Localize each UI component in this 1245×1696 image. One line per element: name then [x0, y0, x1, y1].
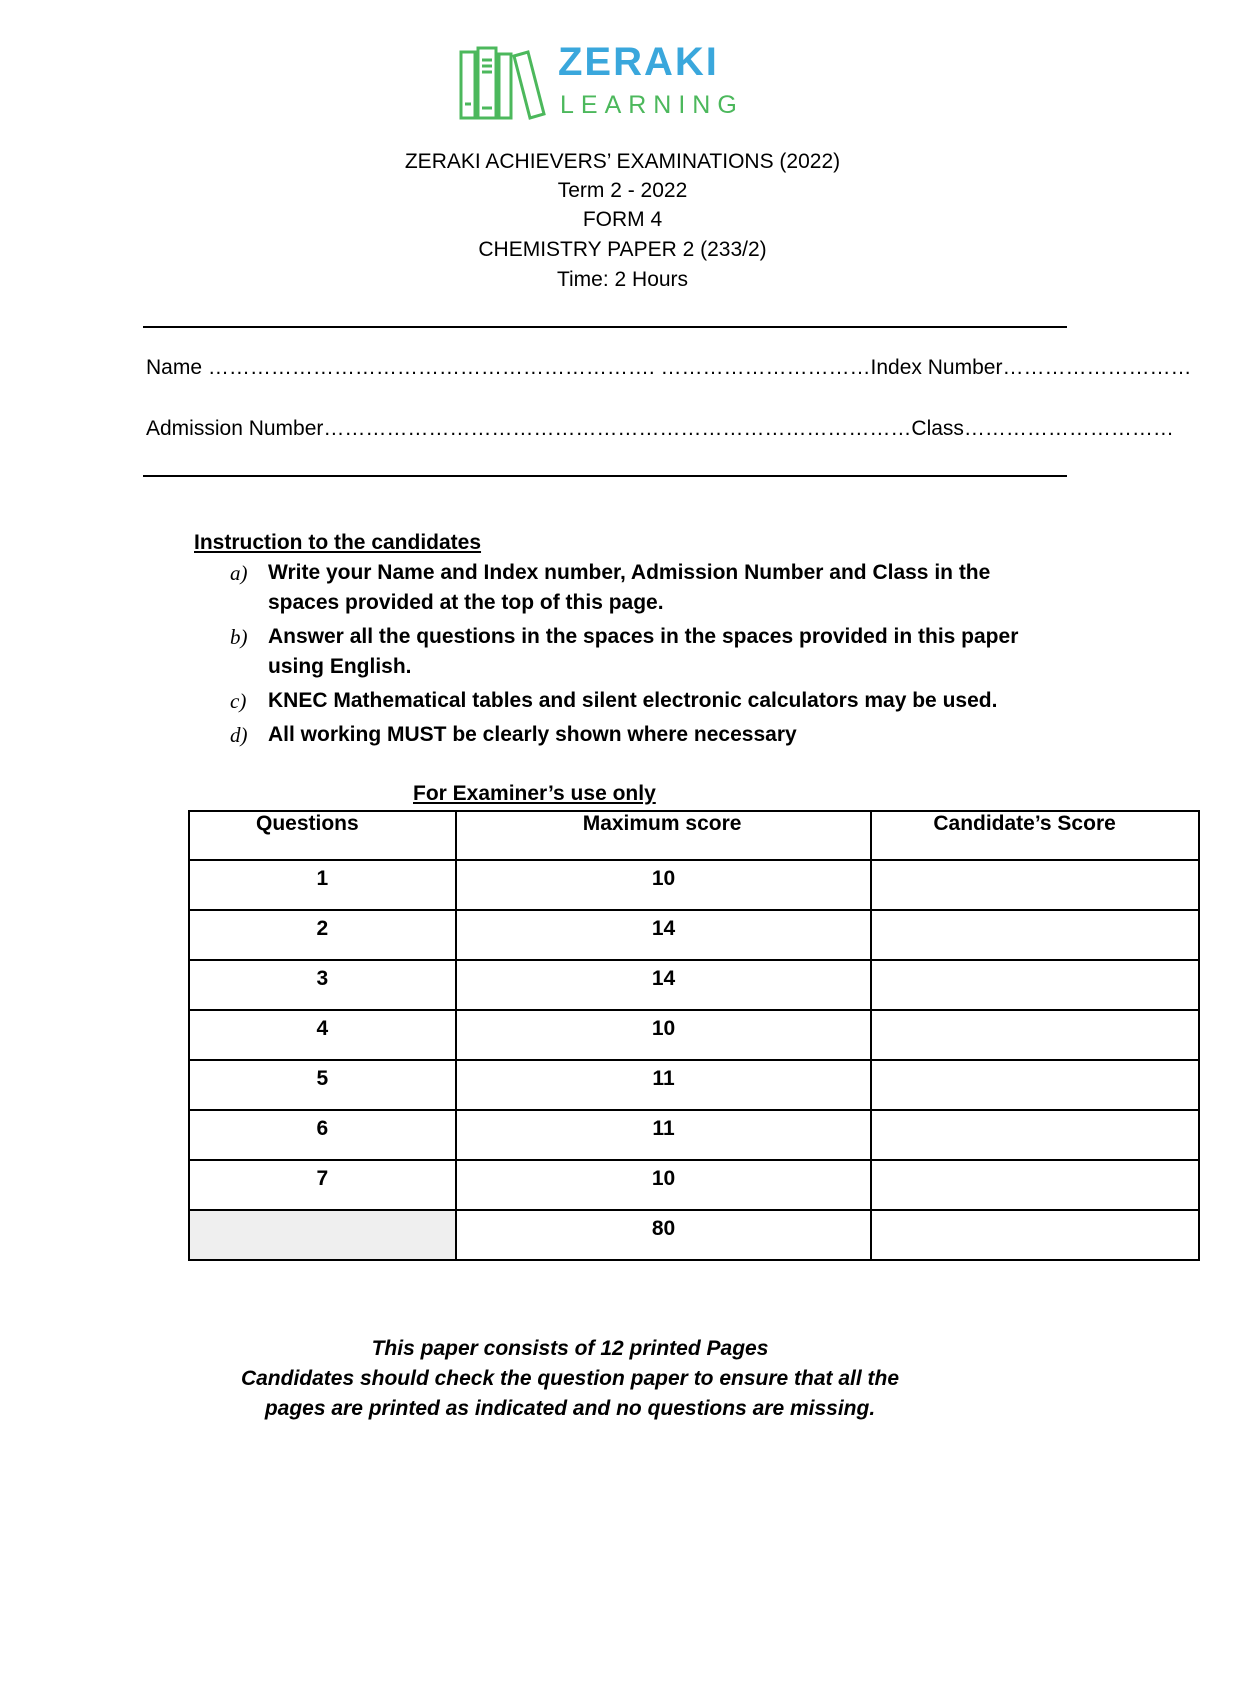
- max-score: 11: [456, 1060, 872, 1110]
- instruction-item: [230, 622, 1030, 684]
- index-number-label: Index Number: [870, 356, 1003, 379]
- candidate-score-cell[interactable]: [871, 1010, 1199, 1060]
- instruction-text: Write your Name and Index number, Admission Number and Class in the spaces provided at the top of this page.: [268, 561, 991, 614]
- candidate-score-cell[interactable]: [871, 1110, 1199, 1160]
- logo-subtitle: LEARNING: [560, 91, 744, 119]
- exam-paper: CHEMISTRY PAPER 2 (233/2): [478, 238, 767, 261]
- instruction-label: d): [230, 723, 248, 747]
- max-score: 11: [456, 1110, 872, 1160]
- exam-term: Term 2 - 2022: [557, 179, 688, 202]
- table-row: [189, 910, 1199, 960]
- books-icon: [458, 44, 548, 122]
- class-field[interactable]: …………………………: [963, 417, 1174, 440]
- bottom-divider: [143, 475, 1067, 477]
- class-label: Class: [911, 417, 964, 440]
- header-candidate-score: Candidate’s Score: [871, 811, 1199, 860]
- header-questions: Questions: [189, 811, 456, 860]
- footer-pages-note: This paper consists of 12 printed Pages: [371, 1337, 769, 1360]
- question-number: 1: [189, 860, 456, 910]
- examiner-use-title: For Examiner’s use only: [413, 782, 656, 805]
- instruction-label: c): [230, 689, 247, 713]
- candidate-score-cell[interactable]: [871, 860, 1199, 910]
- instructions-title: Instruction to the candidates: [194, 531, 482, 554]
- name-index-row: [146, 356, 1192, 380]
- table-row: [189, 860, 1199, 910]
- total-row: [189, 1210, 1199, 1260]
- question-number: 4: [189, 1010, 456, 1060]
- instruction-text: Answer all the questions in the spaces in the spaces provided in this paper using English.: [268, 625, 1019, 678]
- top-divider: [143, 326, 1067, 328]
- index-number-field[interactable]: ………………………: [1002, 356, 1192, 379]
- instruction-item: [230, 686, 1030, 716]
- max-score: 10: [456, 860, 872, 910]
- question-number: 7: [189, 1160, 456, 1210]
- logo-wordmark: ZERAKI: [558, 40, 719, 84]
- total-candidate-score-cell[interactable]: [871, 1210, 1199, 1260]
- instruction-label: a): [230, 561, 248, 585]
- admission-number-label: Admission Number: [146, 417, 324, 440]
- footer-check-note-cont: pages are printed as indicated and no questions are missing.: [264, 1397, 876, 1420]
- question-number: 3: [189, 960, 456, 1010]
- exam-form: FORM 4: [582, 208, 663, 231]
- table-row: [189, 1110, 1199, 1160]
- candidate-score-cell[interactable]: [871, 1160, 1199, 1210]
- table-row: [189, 1160, 1199, 1210]
- max-score: 10: [456, 1010, 872, 1060]
- instruction-text: All working MUST be clearly shown where necessary: [268, 723, 797, 746]
- exam-time: Time: 2 Hours: [556, 268, 689, 291]
- instruction-item: [230, 558, 1030, 620]
- question-number: 2: [189, 910, 456, 960]
- candidate-score-cell[interactable]: [871, 910, 1199, 960]
- score-table: [188, 810, 1200, 1261]
- admission-class-row: [146, 417, 1174, 441]
- candidate-score-cell[interactable]: [871, 960, 1199, 1010]
- question-number: 5: [189, 1060, 456, 1110]
- table-row: [189, 1060, 1199, 1110]
- total-blank-cell: [189, 1210, 456, 1260]
- name-field[interactable]: ………………………………………………………. …………………………: [207, 356, 871, 379]
- instruction-text: KNEC Mathematical tables and silent electronic calculators may be used.: [268, 689, 998, 712]
- zeraki-logo: [458, 40, 758, 125]
- table-row: [189, 960, 1199, 1010]
- header-maximum-score: Maximum score: [456, 811, 872, 860]
- max-score: 14: [456, 910, 872, 960]
- table-header-row: [189, 811, 1199, 860]
- question-number: 6: [189, 1110, 456, 1160]
- max-score: 10: [456, 1160, 872, 1210]
- instruction-item: [230, 720, 1030, 750]
- exam-title: ZERAKI ACHIEVERS’ EXAMINATIONS (2022): [404, 150, 841, 173]
- instruction-label: b): [230, 625, 248, 649]
- admission-number-field[interactable]: …………………………………………………………………………: [323, 417, 912, 440]
- max-score: 14: [456, 960, 872, 1010]
- total-max-score: 80: [456, 1210, 872, 1260]
- name-label: Name: [146, 356, 203, 379]
- table-row: [189, 1010, 1199, 1060]
- candidate-score-cell[interactable]: [871, 1060, 1199, 1110]
- footer-check-note: Candidates should check the question paper to ensure that all the: [240, 1367, 900, 1390]
